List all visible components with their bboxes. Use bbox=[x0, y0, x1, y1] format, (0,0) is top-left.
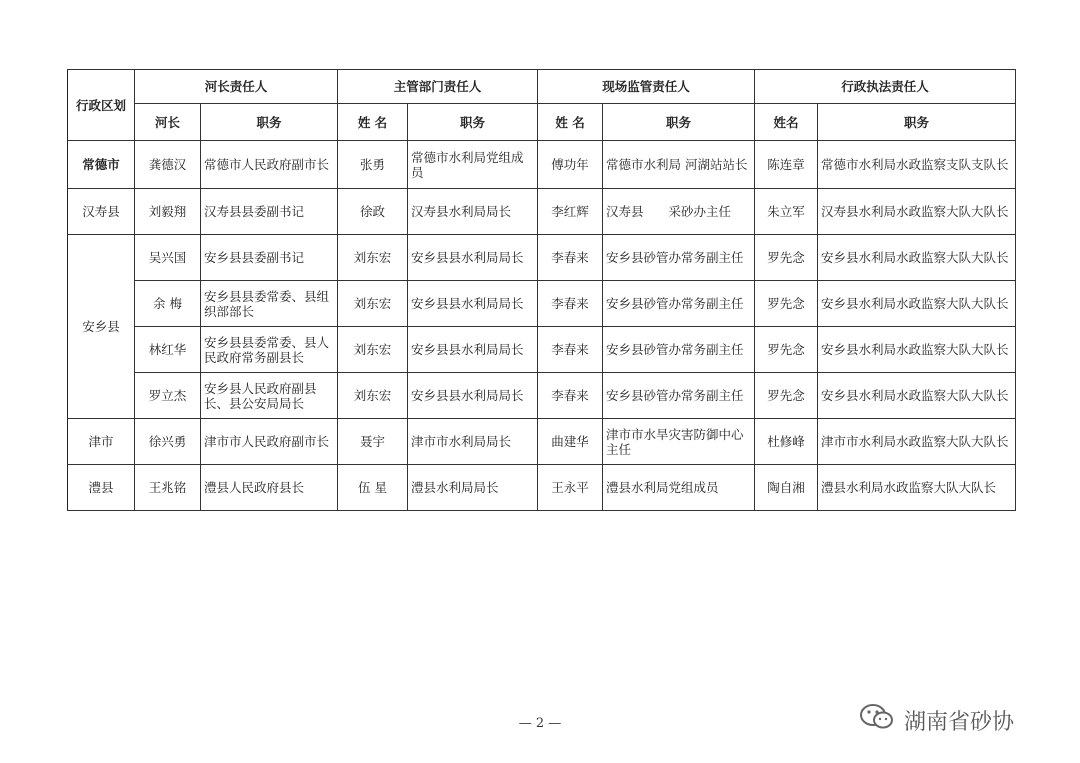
cell-name: 余 梅 bbox=[135, 281, 201, 327]
cell-name: 罗先念 bbox=[755, 281, 818, 327]
cell-title: 津市市水利局局长 bbox=[408, 419, 538, 465]
cell-name: 陶自湘 bbox=[755, 465, 818, 511]
cell-title: 常德市人民政府副市长 bbox=[201, 141, 338, 189]
table-row bbox=[68, 281, 1016, 327]
cell-name: 罗先念 bbox=[755, 373, 818, 419]
cell-title: 澧县水利局党组成员 bbox=[603, 465, 755, 511]
cell-name: 王兆铭 bbox=[135, 465, 201, 511]
header-sub: 姓 名 bbox=[338, 104, 408, 141]
header-sub: 职务 bbox=[603, 104, 755, 141]
region-cell: 安乡县 bbox=[68, 235, 135, 419]
cell-name: 杜修峰 bbox=[755, 419, 818, 465]
cell-title: 安乡县县委常委、县人民政府常务副县长 bbox=[201, 327, 338, 373]
cell-name: 罗先念 bbox=[755, 327, 818, 373]
cell-title: 安乡县水利局水政监察大队大队长 bbox=[818, 373, 1016, 419]
header-row-group bbox=[68, 70, 1016, 104]
cell-title: 安乡县砂管办常务副主任 bbox=[603, 373, 755, 419]
cell-title: 安乡县县水利局局长 bbox=[408, 281, 538, 327]
cell-title: 安乡县县水利局局长 bbox=[408, 327, 538, 373]
cell-title: 安乡县砂管办常务副主任 bbox=[603, 327, 755, 373]
cell-name: 刘毅翔 bbox=[135, 189, 201, 235]
cell-title: 常德市水利局水政监察支队支队长 bbox=[818, 141, 1016, 189]
cell-title: 安乡县砂管办常务副主任 bbox=[603, 281, 755, 327]
region-cell: 津市 bbox=[68, 419, 135, 465]
cell-title: 汉寿县水利局水政监察大队大队长 bbox=[818, 189, 1016, 235]
cell-name: 刘东宏 bbox=[338, 373, 408, 419]
header-sub: 职务 bbox=[818, 104, 1016, 141]
header-group-enforcement: 行政执法责任人 bbox=[755, 70, 1016, 104]
cell-title: 津市市水利局水政监察大队大队长 bbox=[818, 419, 1016, 465]
cell-title: 津市市水旱灾害防御中心主任 bbox=[603, 419, 755, 465]
cell-name: 李春来 bbox=[538, 235, 603, 281]
cell-name: 徐政 bbox=[338, 189, 408, 235]
cell-name: 伍 星 bbox=[338, 465, 408, 511]
table-row bbox=[68, 373, 1016, 419]
cell-name: 陈连章 bbox=[755, 141, 818, 189]
table-row bbox=[68, 327, 1016, 373]
cell-title: 安乡县人民政府副县长、县公安局局长 bbox=[201, 373, 338, 419]
cell-name: 罗先念 bbox=[755, 235, 818, 281]
cell-name: 林红华 bbox=[135, 327, 201, 373]
cell-name: 傅功年 bbox=[538, 141, 603, 189]
table-row bbox=[68, 465, 1016, 511]
wechat-icon bbox=[858, 702, 896, 738]
table-row bbox=[68, 235, 1016, 281]
header-sub: 职务 bbox=[201, 104, 338, 141]
cell-title: 澧县水利局水政监察大队大队长 bbox=[818, 465, 1016, 511]
header-sub: 姓 名 bbox=[538, 104, 603, 141]
region-cell: 汉寿县 bbox=[68, 189, 135, 235]
table-row bbox=[68, 141, 1016, 189]
cell-name: 朱立军 bbox=[755, 189, 818, 235]
header-region: 行政区划 bbox=[68, 70, 135, 141]
header-sub: 姓名 bbox=[755, 104, 818, 141]
cell-name: 李红辉 bbox=[538, 189, 603, 235]
region-cell: 常德市 bbox=[68, 141, 135, 189]
cell-title: 安乡县县委常委、县组织部部长 bbox=[201, 281, 338, 327]
header-row-sub bbox=[68, 104, 1016, 141]
cell-title: 常德市水利局 河湖站站长 bbox=[603, 141, 755, 189]
header-group-supervision: 现场监管责任人 bbox=[538, 70, 755, 104]
page-number: — 2 — bbox=[518, 716, 562, 731]
cell-name: 刘东宏 bbox=[338, 281, 408, 327]
cell-name: 吴兴国 bbox=[135, 235, 201, 281]
cell-title: 汉寿县 采砂办主任 bbox=[603, 189, 755, 235]
cell-name: 龚德汉 bbox=[135, 141, 201, 189]
cell-name: 李春来 bbox=[538, 281, 603, 327]
cell-title: 汉寿县水利局局长 bbox=[408, 189, 538, 235]
responsibility-table bbox=[67, 69, 1016, 511]
cell-title: 澧县水利局局长 bbox=[408, 465, 538, 511]
cell-title: 汉寿县县委副书记 bbox=[201, 189, 338, 235]
cell-title: 安乡县县水利局局长 bbox=[408, 235, 538, 281]
cell-name: 刘东宏 bbox=[338, 235, 408, 281]
cell-name: 聂宇 bbox=[338, 419, 408, 465]
cell-title: 澧县人民政府县长 bbox=[201, 465, 338, 511]
cell-name: 李春来 bbox=[538, 327, 603, 373]
cell-name: 李春来 bbox=[538, 373, 603, 419]
region-cell: 澧县 bbox=[68, 465, 135, 511]
cell-title: 安乡县县水利局局长 bbox=[408, 373, 538, 419]
header-sub: 河长 bbox=[135, 104, 201, 141]
header-group-river-chief: 河长责任人 bbox=[135, 70, 338, 104]
table-row bbox=[68, 189, 1016, 235]
cell-name: 徐兴勇 bbox=[135, 419, 201, 465]
header-sub: 职务 bbox=[408, 104, 538, 141]
cell-title: 常德市水利局党组成员 bbox=[408, 141, 538, 189]
cell-name: 刘东宏 bbox=[338, 327, 408, 373]
cell-name: 曲建华 bbox=[538, 419, 603, 465]
cell-title: 安乡县水利局水政监察大队大队长 bbox=[818, 327, 1016, 373]
cell-name: 王永平 bbox=[538, 465, 603, 511]
header-group-department: 主管部门责任人 bbox=[338, 70, 538, 104]
watermark bbox=[858, 702, 1014, 738]
cell-name: 罗立杰 bbox=[135, 373, 201, 419]
cell-title: 安乡县水利局水政监察大队大队长 bbox=[818, 281, 1016, 327]
cell-title: 安乡县水利局水政监察大队大队长 bbox=[818, 235, 1016, 281]
cell-title: 津市市人民政府副市长 bbox=[201, 419, 338, 465]
watermark-text: 湖南省砂协 bbox=[904, 709, 1015, 735]
cell-title: 安乡县砂管办常务副主任 bbox=[603, 235, 755, 281]
cell-title: 安乡县县委副书记 bbox=[201, 235, 338, 281]
table-row bbox=[68, 419, 1016, 465]
cell-name: 张勇 bbox=[338, 141, 408, 189]
